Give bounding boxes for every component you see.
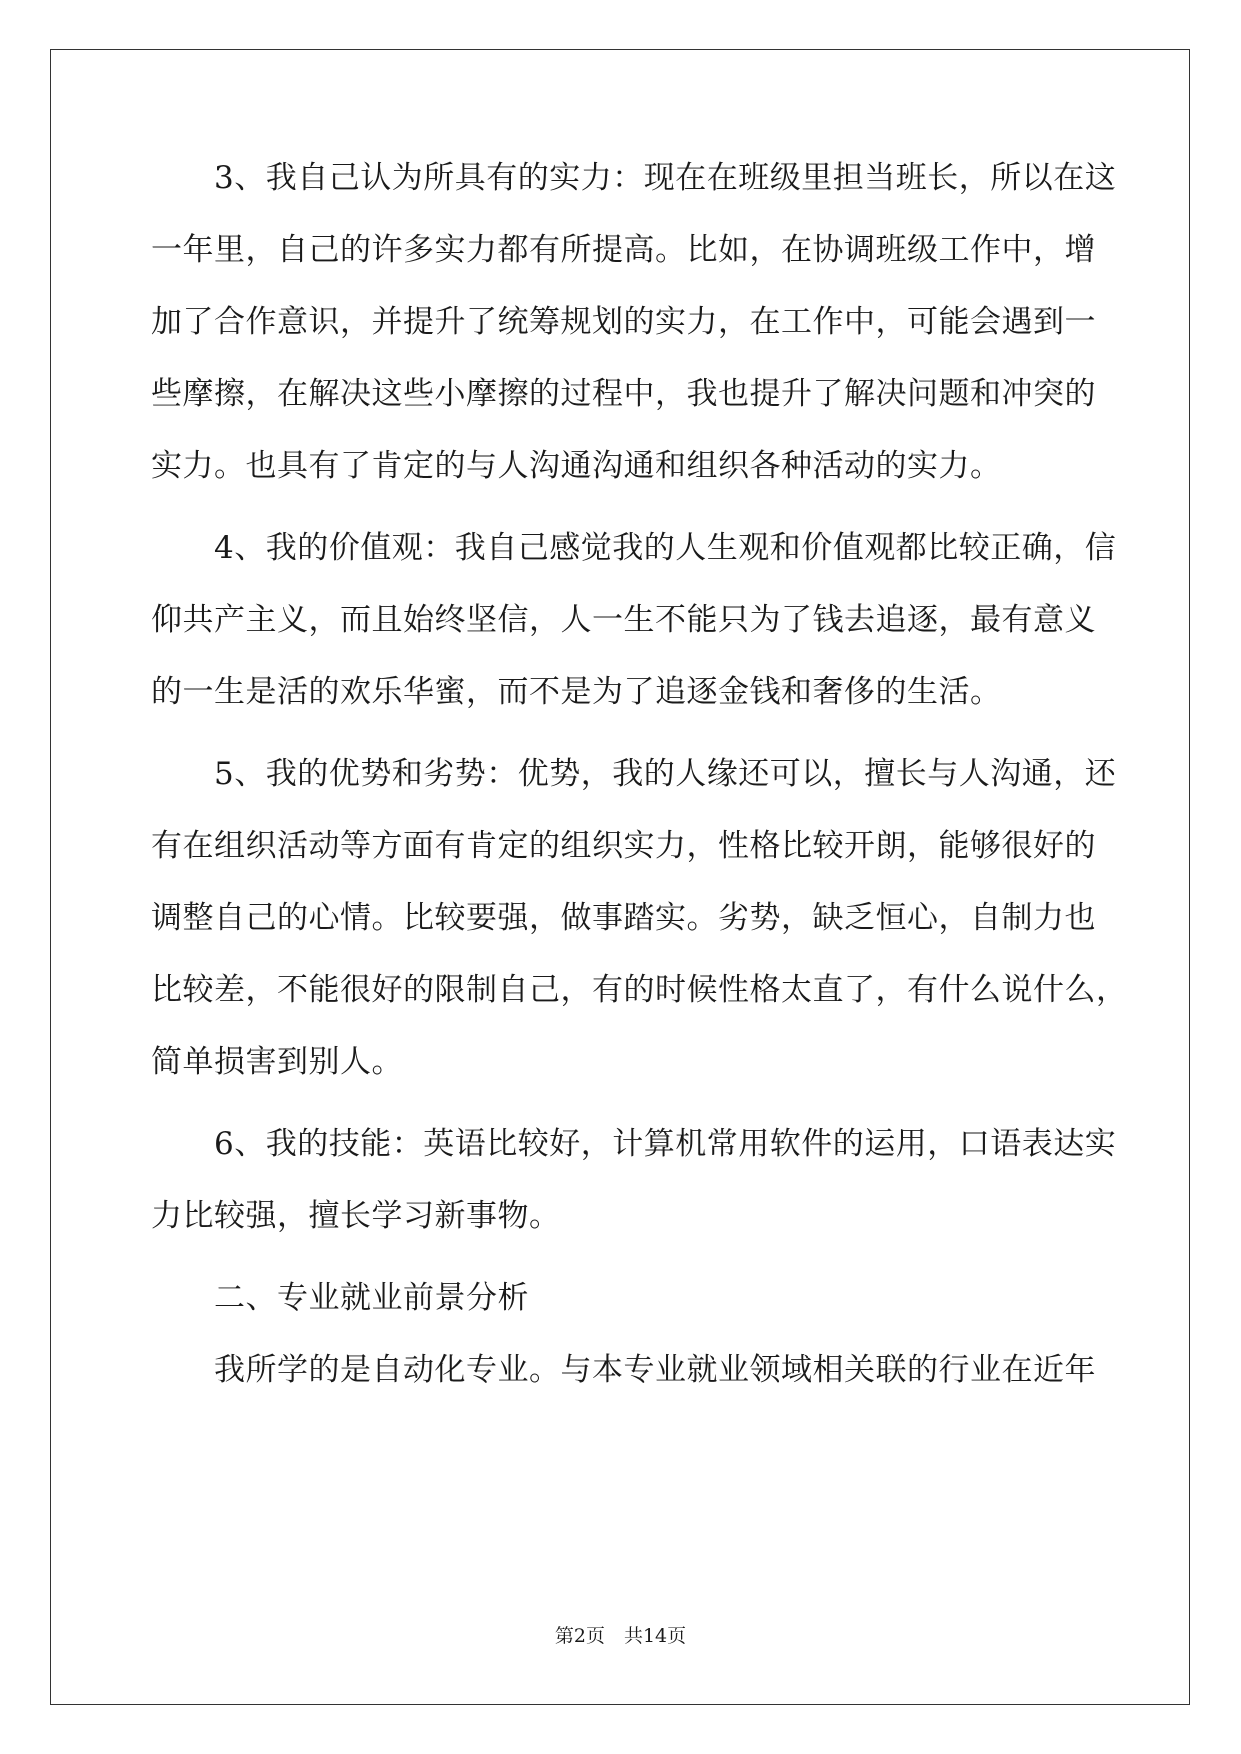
text-line: 简单损害到别人。 <box>151 1044 403 1080</box>
text-line: 加了合作意识，并提升了统筹规划的实力，在工作中，可能会遇到一 <box>151 304 1096 340</box>
text-line: 一年里，自己的许多实力都有所提高。比如，在协调班级工作中，增 <box>151 232 1096 268</box>
text-line: 调整自己的心情。比较要强，做事踏实。劣势，缺乏恒心，自制力也 <box>151 900 1096 936</box>
text-line: 6、我的技能：英语比较好，计算机常用软件的运用，口语表达实 <box>151 1126 1117 1162</box>
page-number-footer: 第2页 共14页 <box>554 1625 687 1647</box>
text-line: 力比较强，擅长学习新事物。 <box>151 1198 561 1234</box>
text-line: 3、我自己认为所具有的实力：现在在班级里担当班长，所以在这 <box>151 160 1117 196</box>
text-line: 4、我的价值观：我自己感觉我的人生观和价值观都比较正确，信 <box>151 530 1117 566</box>
section-heading: 二、专业就业前景分析 <box>151 1280 529 1316</box>
text-line: 的一生是活的欢乐华蜜，而不是为了追逐金钱和奢侈的生活。 <box>151 674 1002 710</box>
text-line: 有在组织活动等方面有肯定的组织实力，性格比较开朗，能够很好的 <box>151 828 1096 864</box>
text-line: 实力。也具有了肯定的与人沟通沟通和组织各种活动的实力。 <box>151 448 1002 484</box>
text-line: 些摩擦，在解决这些小摩擦的过程中，我也提升了解决问题和冲突的 <box>151 376 1096 412</box>
text-line: 我所学的是自动化专业。与本专业就业领域相关联的行业在近年 <box>151 1352 1096 1388</box>
text-line: 仰共产主义，而且始终坚信，人一生不能只为了钱去追逐，最有意义 <box>151 602 1096 638</box>
page-border <box>50 49 1190 1705</box>
text-line: 5、我的优势和劣势：优势，我的人缘还可以，擅长与人沟通，还 <box>151 756 1117 792</box>
text-line: 比较差，不能很好的限制自己，有的时候性格太直了，有什么说什么， <box>151 972 1128 1008</box>
